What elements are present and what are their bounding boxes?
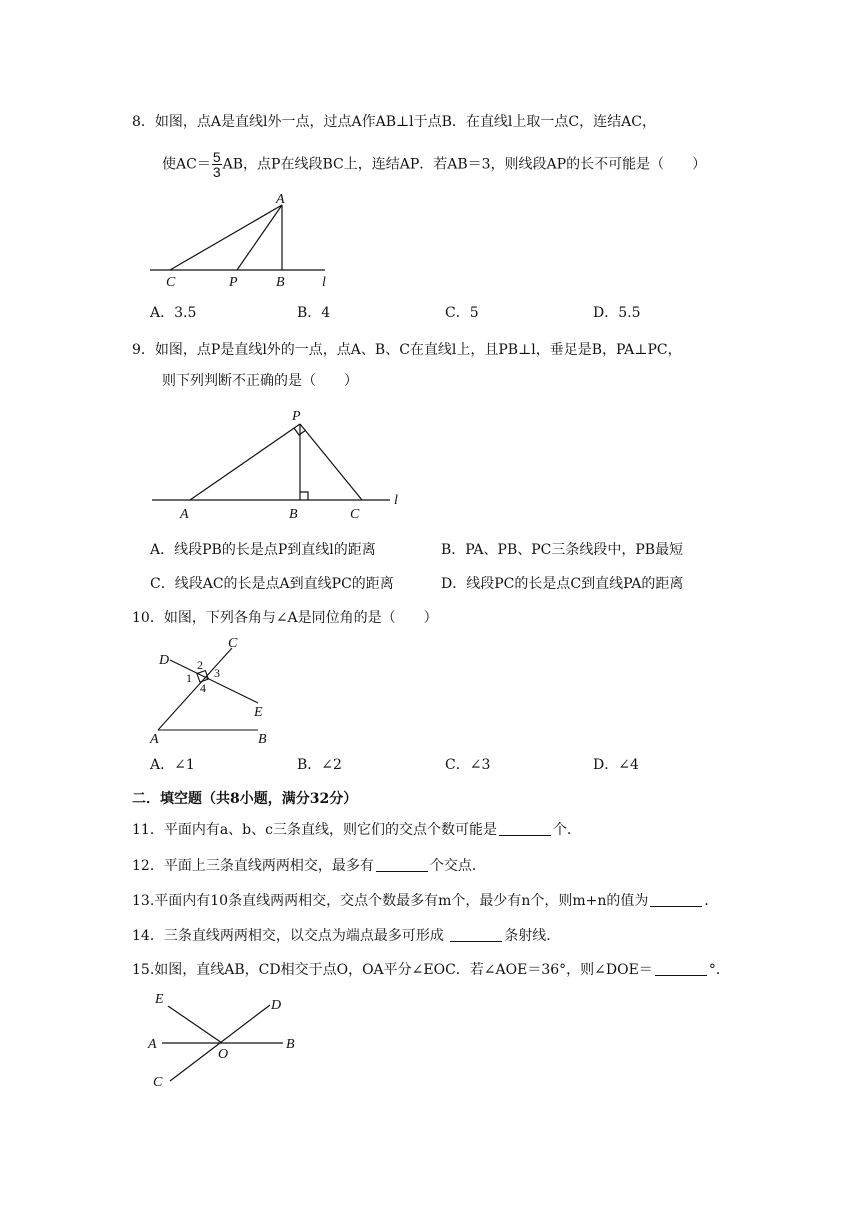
q15-label-O: O <box>218 1047 229 1062</box>
q9-line2: 则下列判断不正确的是（ ） <box>162 373 358 389</box>
q8-label-P: P <box>229 275 238 290</box>
q9-label-P: P <box>292 409 301 424</box>
q8-option-b[interactable]: B．4 <box>297 305 331 321</box>
q10-option-b[interactable]: B．∠2 <box>297 757 342 773</box>
section-2-heading: 二．填空题（共8小题，满分32分） <box>132 791 358 807</box>
q8-label-C: C <box>166 275 176 290</box>
q10-angle-3: 3 <box>214 666 220 680</box>
q8-label-l: l <box>322 275 326 290</box>
q15-label-D: D <box>271 998 282 1013</box>
q8-line2-post: AB，点P在线段BC上，连结AP．若AB＝3，则线段AP的长不可能是（ ） <box>222 156 707 173</box>
q13 <box>132 891 718 911</box>
q10-label-E: E <box>254 705 263 720</box>
q10-option-c[interactable]: C．∠3 <box>445 757 491 773</box>
q9-option-c[interactable]: C．线段AC的长是点A到直线PC的距离 <box>150 576 394 592</box>
q9-label-l: l <box>394 493 398 508</box>
q8-line1: 8．如图，点A是直线l外一点，过点A作AB⊥l于点B．在直线l上取一点C，连结AC， <box>132 114 656 130</box>
q13-answer-blank[interactable] <box>650 892 702 907</box>
q9-option-a[interactable]: A．线段PB的长是点P到直线l的距离 <box>150 542 376 558</box>
q10-line1: 10．如图，下列各角与∠A是同位角的是（ ） <box>132 610 438 626</box>
q15-label-B: B <box>286 1037 295 1052</box>
q8-label-B: B <box>276 275 285 290</box>
q15-answer-blank[interactable] <box>655 961 707 976</box>
q10-angle-4: 4 <box>200 681 206 695</box>
q10-option-d[interactable]: D．∠4 <box>593 757 639 773</box>
fraction-five-thirds: $\frac{5}{3}$ <box>212 149 221 180</box>
q9-label-C: C <box>350 507 360 522</box>
q10-label-D: D <box>159 653 170 668</box>
q10-label-C: C <box>228 636 238 651</box>
q9-label-A: A <box>180 507 189 522</box>
q9-label-B: B <box>289 507 298 522</box>
q15-text: 15.如图，直线AB，CD相交于点O，OA平分∠EOC．若∠AOE＝36°，则∠DOE＝ <box>132 962 653 978</box>
q10-label-A: A <box>150 732 159 747</box>
q9-line1: 9．如图，点P是直线l外的一点，点A、B、C在直线l上，且PB⊥l，垂足是B，PA⊥PC， <box>132 342 682 358</box>
q8-option-c[interactable]: C．5 <box>445 305 479 321</box>
q15-label-A: A <box>148 1037 157 1052</box>
q14-answer-blank[interactable] <box>450 927 502 942</box>
q9-option-b[interactable]: B．PA、PB、PC三条线段中，PB最短 <box>441 542 684 558</box>
q10-option-a[interactable]: A．∠1 <box>150 757 195 773</box>
q13-text-end: ． <box>704 893 719 909</box>
q9-option-d[interactable]: D．线段PC的长是点C到直线PA的距离 <box>441 576 684 592</box>
q15-label-E: E <box>155 992 164 1007</box>
q11-answer-blank[interactable] <box>499 821 551 836</box>
q11-text-end: 个． <box>552 822 581 838</box>
q8-option-a[interactable]: A．3.5 <box>150 305 197 321</box>
q10-label-B: B <box>258 732 267 747</box>
q12-answer-blank[interactable] <box>376 857 428 872</box>
q13-text: 13.平面内有10条直线两两相交，交点个数最多有m个，最少有n个，则m+n的值为 <box>132 893 649 909</box>
q12 <box>132 856 486 876</box>
q12-text: 12．平面上三条直线两两相交，最多有 <box>132 858 374 874</box>
q10-angle-2: 2 <box>197 658 203 672</box>
q15-label-C: C <box>153 1075 163 1090</box>
q11-text: 11．平面内有a、b、c三条直线，则它们的交点个数可能是 <box>132 822 497 838</box>
q15-text-end: °． <box>708 962 730 978</box>
q12-text-end: 个交点． <box>429 858 486 874</box>
q14-text: 14．三条直线两两相交，以交点为端点最多可形成 <box>132 928 449 944</box>
q11 <box>132 820 581 840</box>
q8-line2-pre: 使AC＝ <box>162 156 211 173</box>
q8-label-A: A <box>276 192 285 207</box>
q14-text-end: 条射线． <box>504 928 561 944</box>
q8-line2 <box>162 150 706 179</box>
q8-option-d[interactable]: D．5.5 <box>593 305 641 321</box>
q14 <box>132 926 560 946</box>
q10-angle-1: 1 <box>186 671 192 685</box>
q15 <box>132 960 730 980</box>
